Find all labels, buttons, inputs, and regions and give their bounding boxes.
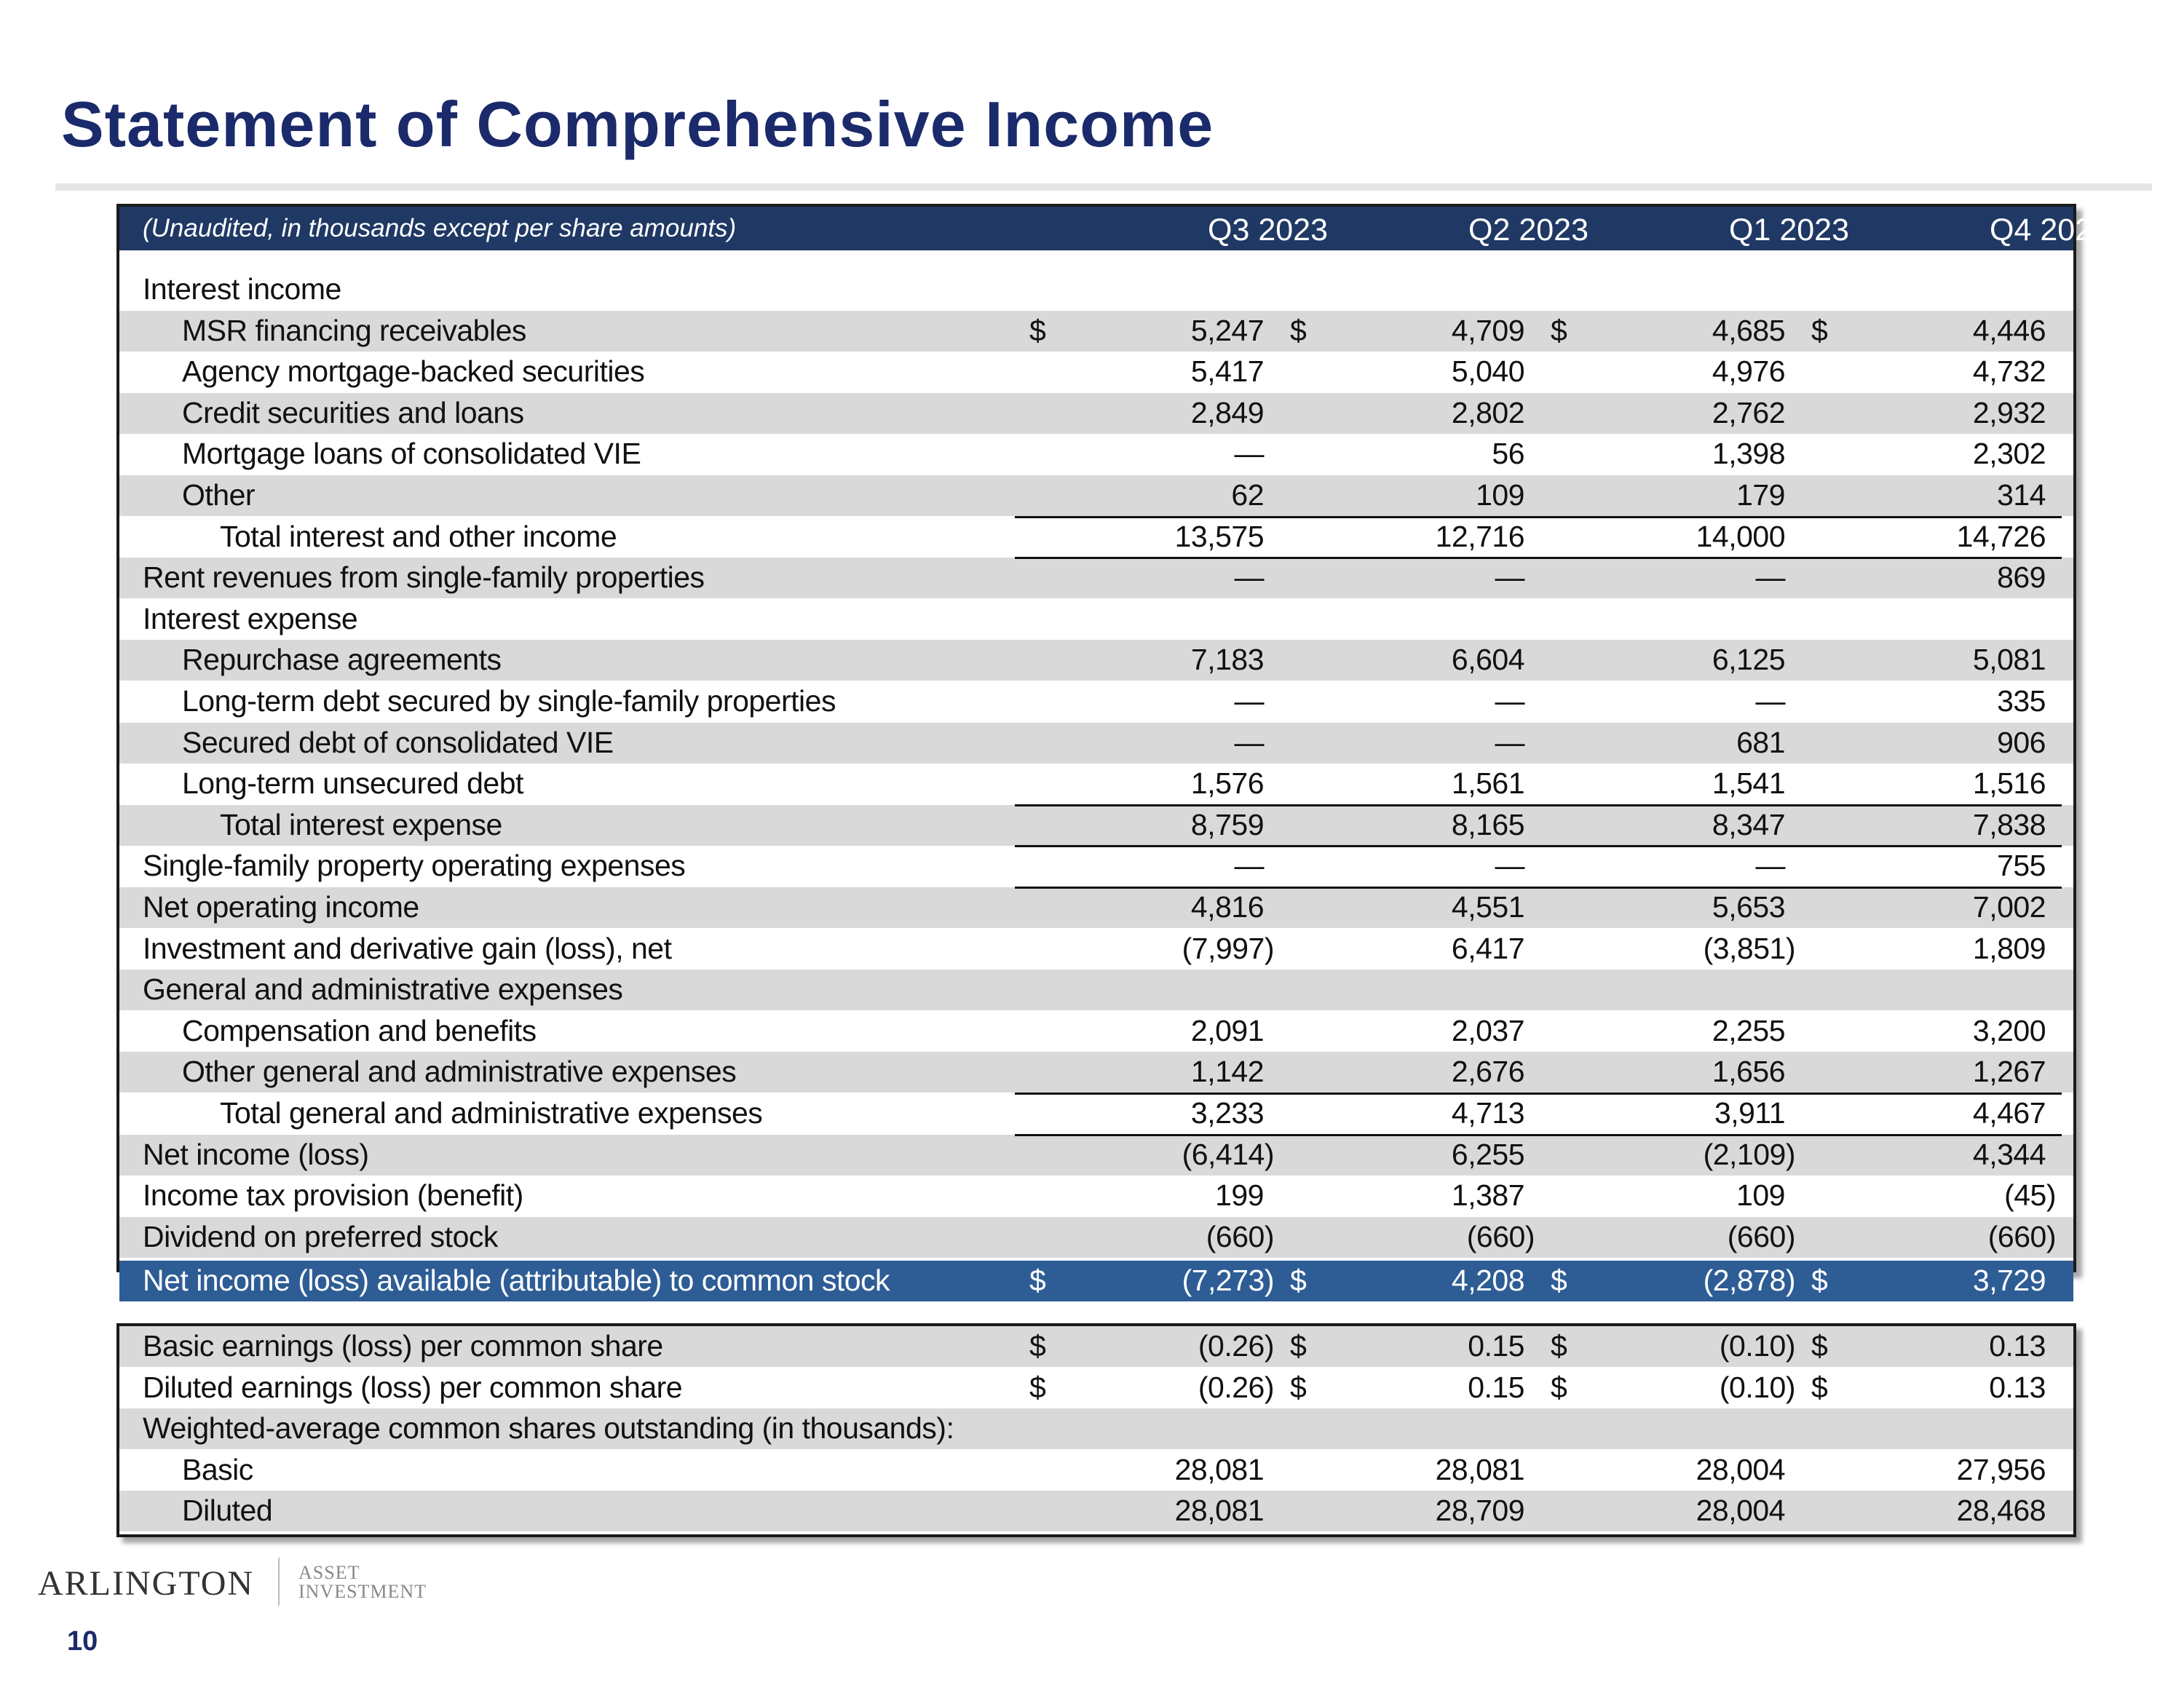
- cell-value: 2,302: [1972, 437, 2046, 471]
- cell-value: 4,816: [1190, 890, 1264, 924]
- cell-value: 314: [1997, 478, 2046, 512]
- table-row: [119, 1368, 2073, 1408]
- cell-value: 6,125: [1712, 643, 1785, 677]
- table-row: [119, 434, 2073, 475]
- cell-value: 6,417: [1451, 931, 1524, 965]
- cell-value: 109: [1736, 1178, 1785, 1213]
- cell-value: 2,802: [1451, 395, 1524, 429]
- cell-value: —: [1755, 560, 1785, 595]
- subtotal-rule: [1015, 1093, 2062, 1095]
- cell-value: (0.10): [1719, 1329, 1795, 1363]
- row-label: Total interest and other income: [220, 519, 617, 553]
- cell-value: 0.13: [1989, 1329, 2046, 1363]
- cell-value: 681: [1736, 725, 1785, 759]
- cell-value: 3,911: [1714, 1096, 1785, 1130]
- table-row: [119, 1011, 2073, 1052]
- cell-value: (7,273): [1182, 1264, 1274, 1298]
- row-label: Credit securities and loans: [182, 395, 524, 429]
- table-row: [119, 764, 2073, 804]
- cell-value: 4,467: [1972, 1096, 2046, 1130]
- table-row: [119, 887, 2073, 928]
- dollar-sign: $: [1551, 1264, 1567, 1298]
- table-row: [119, 1093, 2073, 1134]
- cell-value: 4,685: [1712, 313, 1785, 347]
- dollar-sign: $: [1029, 1370, 1046, 1404]
- cell-value: (45): [2004, 1178, 2056, 1213]
- row-label: Long-term debt secured by single-family properties: [182, 684, 836, 718]
- cell-value: (2,109): [1703, 1137, 1795, 1171]
- cell-value: 13,575: [1174, 519, 1264, 553]
- cell-value: 28,081: [1174, 1494, 1264, 1528]
- row-label: Other: [182, 478, 256, 512]
- cell-value: 5,653: [1712, 890, 1785, 924]
- row-label: Agency mortgage-backed securities: [182, 354, 645, 389]
- dollar-sign: $: [1811, 1329, 1828, 1363]
- table-header: [119, 207, 2110, 250]
- cell-value: (660): [1206, 1219, 1274, 1253]
- row-label: Income tax provision (benefit): [143, 1178, 523, 1213]
- cell-value: 1,576: [1190, 766, 1264, 801]
- cell-value: (660): [1466, 1219, 1535, 1253]
- subtotal-rule: [1015, 804, 2062, 806]
- cell-value: 5,081: [1972, 643, 2046, 677]
- cell-value: (0.26): [1198, 1370, 1274, 1404]
- table-row: [119, 1052, 2073, 1093]
- row-label: Basic earnings (loss) per common share: [143, 1329, 663, 1363]
- cell-value: —: [1495, 684, 1524, 718]
- cell-value: 8,165: [1451, 807, 1524, 841]
- row-label: General and administrative expenses: [143, 972, 623, 1007]
- cell-value: 62: [1231, 478, 1264, 512]
- table-row: [119, 846, 2073, 887]
- table-row: [119, 393, 2073, 434]
- cell-value: 1,267: [1972, 1055, 2046, 1089]
- row-label: Single-family property operating expenses: [143, 849, 686, 883]
- cell-value: 869: [1997, 560, 2046, 595]
- table-row: [119, 1491, 2073, 1531]
- table-row: [119, 599, 2073, 640]
- cell-value: 4,732: [1972, 354, 2046, 389]
- table-row: [119, 1450, 2073, 1491]
- subtotal-rule: [1015, 557, 2062, 559]
- cell-value: 1,561: [1451, 766, 1524, 801]
- cell-value: (3,851): [1703, 931, 1795, 965]
- cell-value: 2,037: [1451, 1013, 1524, 1047]
- cell-value: (6,414): [1182, 1137, 1274, 1171]
- cell-value: —: [1234, 684, 1264, 718]
- row-label: Net income (loss) available (attributable) to common stock: [143, 1264, 890, 1298]
- row-label: Dividend on preferred stock: [143, 1219, 498, 1253]
- row-label: Mortgage loans of consolidated VIE: [182, 437, 641, 471]
- page-number: 10: [67, 1626, 98, 1657]
- dollar-sign: $: [1551, 1370, 1567, 1404]
- row-label: Long-term unsecured debt: [182, 766, 523, 801]
- dollar-sign: $: [1029, 1264, 1046, 1298]
- company-logo: ARLINGTON: [38, 1564, 255, 1603]
- cell-value: 14,000: [1696, 519, 1785, 553]
- cell-value: 4,344: [1972, 1137, 2046, 1171]
- cell-value: —: [1234, 849, 1264, 883]
- cell-value: —: [1755, 684, 1785, 718]
- table-row: [119, 1326, 2073, 1367]
- cell-value: 109: [1476, 478, 1524, 512]
- row-label: Weighted-average common shares outstanding (in thousands):: [143, 1411, 954, 1446]
- unaudited-note: (Unaudited, in thousands except per share amounts): [143, 214, 737, 242]
- cell-value: 27,956: [1956, 1452, 2046, 1486]
- cell-value: (660): [1727, 1219, 1795, 1253]
- table-row: [119, 723, 2073, 764]
- cell-value: 28,081: [1435, 1452, 1524, 1486]
- table-row: [119, 640, 2073, 681]
- cell-value: 3,233: [1190, 1096, 1264, 1130]
- cell-value: 199: [1215, 1178, 1264, 1213]
- cell-value: 28,709: [1435, 1494, 1524, 1528]
- dollar-sign: $: [1811, 1370, 1828, 1404]
- column-header-q1-2023: Q1 2023: [1729, 213, 1849, 247]
- table-row: [119, 311, 2073, 352]
- column-header-q4-2022: Q4 2022: [1990, 213, 2110, 247]
- subtotal-rule: [1015, 845, 2062, 847]
- row-label: MSR financing receivables: [182, 313, 526, 347]
- cell-value: 1,541: [1712, 766, 1785, 801]
- cell-value: —: [1495, 725, 1524, 759]
- dollar-sign: $: [1811, 313, 1828, 347]
- cell-value: 0.15: [1468, 1370, 1524, 1404]
- table-row: [119, 1408, 2073, 1449]
- table-row: [119, 1135, 2073, 1175]
- cell-value: —: [1495, 560, 1524, 595]
- cell-value: 2,762: [1712, 395, 1785, 429]
- cell-value: —: [1234, 560, 1264, 595]
- cell-value: 3,729: [1972, 1264, 2046, 1298]
- cell-value: 5,040: [1451, 354, 1524, 389]
- cell-value: 2,932: [1972, 395, 2046, 429]
- row-label: Secured debt of consolidated VIE: [182, 725, 614, 759]
- table-row: [119, 1217, 2073, 1258]
- cell-value: 3,200: [1972, 1013, 2046, 1047]
- cell-value: 6,255: [1451, 1137, 1524, 1171]
- cell-value: 755: [1997, 849, 2046, 883]
- cell-value: 2,676: [1451, 1055, 1524, 1089]
- row-label: Repurchase agreements: [182, 643, 502, 677]
- cell-value: 2,849: [1190, 395, 1264, 429]
- table-row: [119, 352, 2073, 392]
- cell-value: (2,878): [1703, 1264, 1795, 1298]
- cell-value: 5,417: [1190, 354, 1264, 389]
- table-row: [119, 681, 2073, 722]
- cell-value: 335: [1997, 684, 2046, 718]
- cell-value: 1,809: [1972, 931, 2046, 965]
- subtotal-rule: [1015, 887, 2062, 889]
- cell-value: —: [1234, 725, 1264, 759]
- cell-value: (0.10): [1719, 1370, 1795, 1404]
- row-label: Other general and administrative expenses: [182, 1055, 737, 1089]
- row-label: Compensation and benefits: [182, 1013, 537, 1047]
- row-label: Investment and derivative gain (loss), net: [143, 931, 672, 965]
- row-label: Net operating income: [143, 890, 419, 924]
- subtotal-rule: [1015, 516, 2062, 518]
- cell-value: 0.15: [1468, 1329, 1524, 1363]
- cell-value: —: [1495, 849, 1524, 883]
- cell-value: —: [1755, 849, 1785, 883]
- cell-value: 28,004: [1696, 1452, 1785, 1486]
- company-logo-subtitle: ASSET INVESTMENT: [298, 1562, 427, 1602]
- cell-value: 1,387: [1451, 1178, 1524, 1213]
- cell-value: 28,004: [1696, 1494, 1785, 1528]
- table-row: [119, 970, 2073, 1010]
- dollar-sign: $: [1290, 313, 1307, 347]
- row-label: Interest income: [143, 272, 341, 306]
- cell-value: 6,604: [1451, 643, 1524, 677]
- cell-value: 4,208: [1451, 1264, 1524, 1298]
- cell-value: 4,976: [1712, 354, 1785, 389]
- dollar-sign: $: [1551, 1329, 1567, 1363]
- per-share-table: [116, 1323, 2076, 1537]
- cell-value: 2,255: [1712, 1013, 1785, 1047]
- cell-value: 1,656: [1712, 1055, 1785, 1089]
- cell-value: 0.13: [1989, 1370, 2046, 1404]
- row-label: Diluted earnings (loss) per common share: [143, 1370, 683, 1404]
- table-row: [119, 517, 2073, 558]
- cell-value: 7,002: [1972, 890, 2046, 924]
- row-label: Total interest expense: [220, 807, 502, 841]
- cell-value: 4,709: [1451, 313, 1524, 347]
- table-row: [119, 1175, 2073, 1216]
- dollar-sign: $: [1551, 313, 1567, 347]
- title-divider: [55, 183, 2152, 191]
- dollar-sign: $: [1029, 1329, 1046, 1363]
- row-label: Rent revenues from single-family properties: [143, 560, 705, 595]
- column-header-q3-2023: Q3 2023: [1208, 213, 1328, 247]
- cell-value: 2,091: [1190, 1013, 1264, 1047]
- row-label: Total general and administrative expenses: [220, 1096, 763, 1130]
- table-row: [119, 929, 2073, 970]
- cell-value: 28,081: [1174, 1452, 1264, 1486]
- net-income-common-row: [119, 1261, 2073, 1301]
- cell-value: 7,838: [1972, 807, 2046, 841]
- cell-value: (7,997): [1182, 931, 1274, 965]
- column-header-q2-2023: Q2 2023: [1468, 213, 1588, 247]
- cell-value: 4,713: [1451, 1096, 1524, 1130]
- dollar-sign: $: [1029, 313, 1046, 347]
- cell-value: 1,142: [1190, 1055, 1264, 1089]
- dollar-sign: $: [1290, 1329, 1307, 1363]
- dollar-sign: $: [1811, 1264, 1828, 1298]
- cell-value: 906: [1997, 725, 2046, 759]
- cell-value: 7,183: [1190, 643, 1264, 677]
- cell-value: 8,347: [1712, 807, 1785, 841]
- row-label: Interest expense: [143, 601, 358, 635]
- cell-value: 14,726: [1956, 519, 2046, 553]
- cell-value: —: [1234, 437, 1264, 471]
- cell-value: 8,759: [1190, 807, 1264, 841]
- cell-value: (0.26): [1198, 1329, 1274, 1363]
- row-label: Net income (loss): [143, 1137, 369, 1171]
- cell-value: 4,446: [1972, 313, 2046, 347]
- cell-value: 56: [1492, 437, 1524, 471]
- table-row: [119, 269, 2073, 310]
- cell-value: 28,468: [1956, 1494, 2046, 1528]
- logo-divider: [278, 1558, 280, 1606]
- cell-value: 179: [1736, 478, 1785, 512]
- table-row: [119, 475, 2073, 516]
- dollar-sign: $: [1290, 1264, 1307, 1298]
- row-label: Diluted: [182, 1494, 273, 1528]
- cell-value: 1,398: [1712, 437, 1785, 471]
- cell-value: (660): [1987, 1219, 2056, 1253]
- page-title: Statement of Comprehensive Income: [61, 88, 1214, 160]
- row-label: Basic: [182, 1452, 253, 1486]
- cell-value: 5,247: [1190, 313, 1264, 347]
- table-row: [119, 805, 2073, 846]
- cell-value: 4,551: [1451, 890, 1524, 924]
- cell-value: 12,716: [1435, 519, 1524, 553]
- income-statement-table: [116, 204, 2110, 1298]
- dollar-sign: $: [1290, 1370, 1307, 1404]
- table-row: [119, 558, 2073, 598]
- cell-value: 1,516: [1972, 766, 2046, 801]
- subtotal-rule: [1015, 1134, 2062, 1136]
